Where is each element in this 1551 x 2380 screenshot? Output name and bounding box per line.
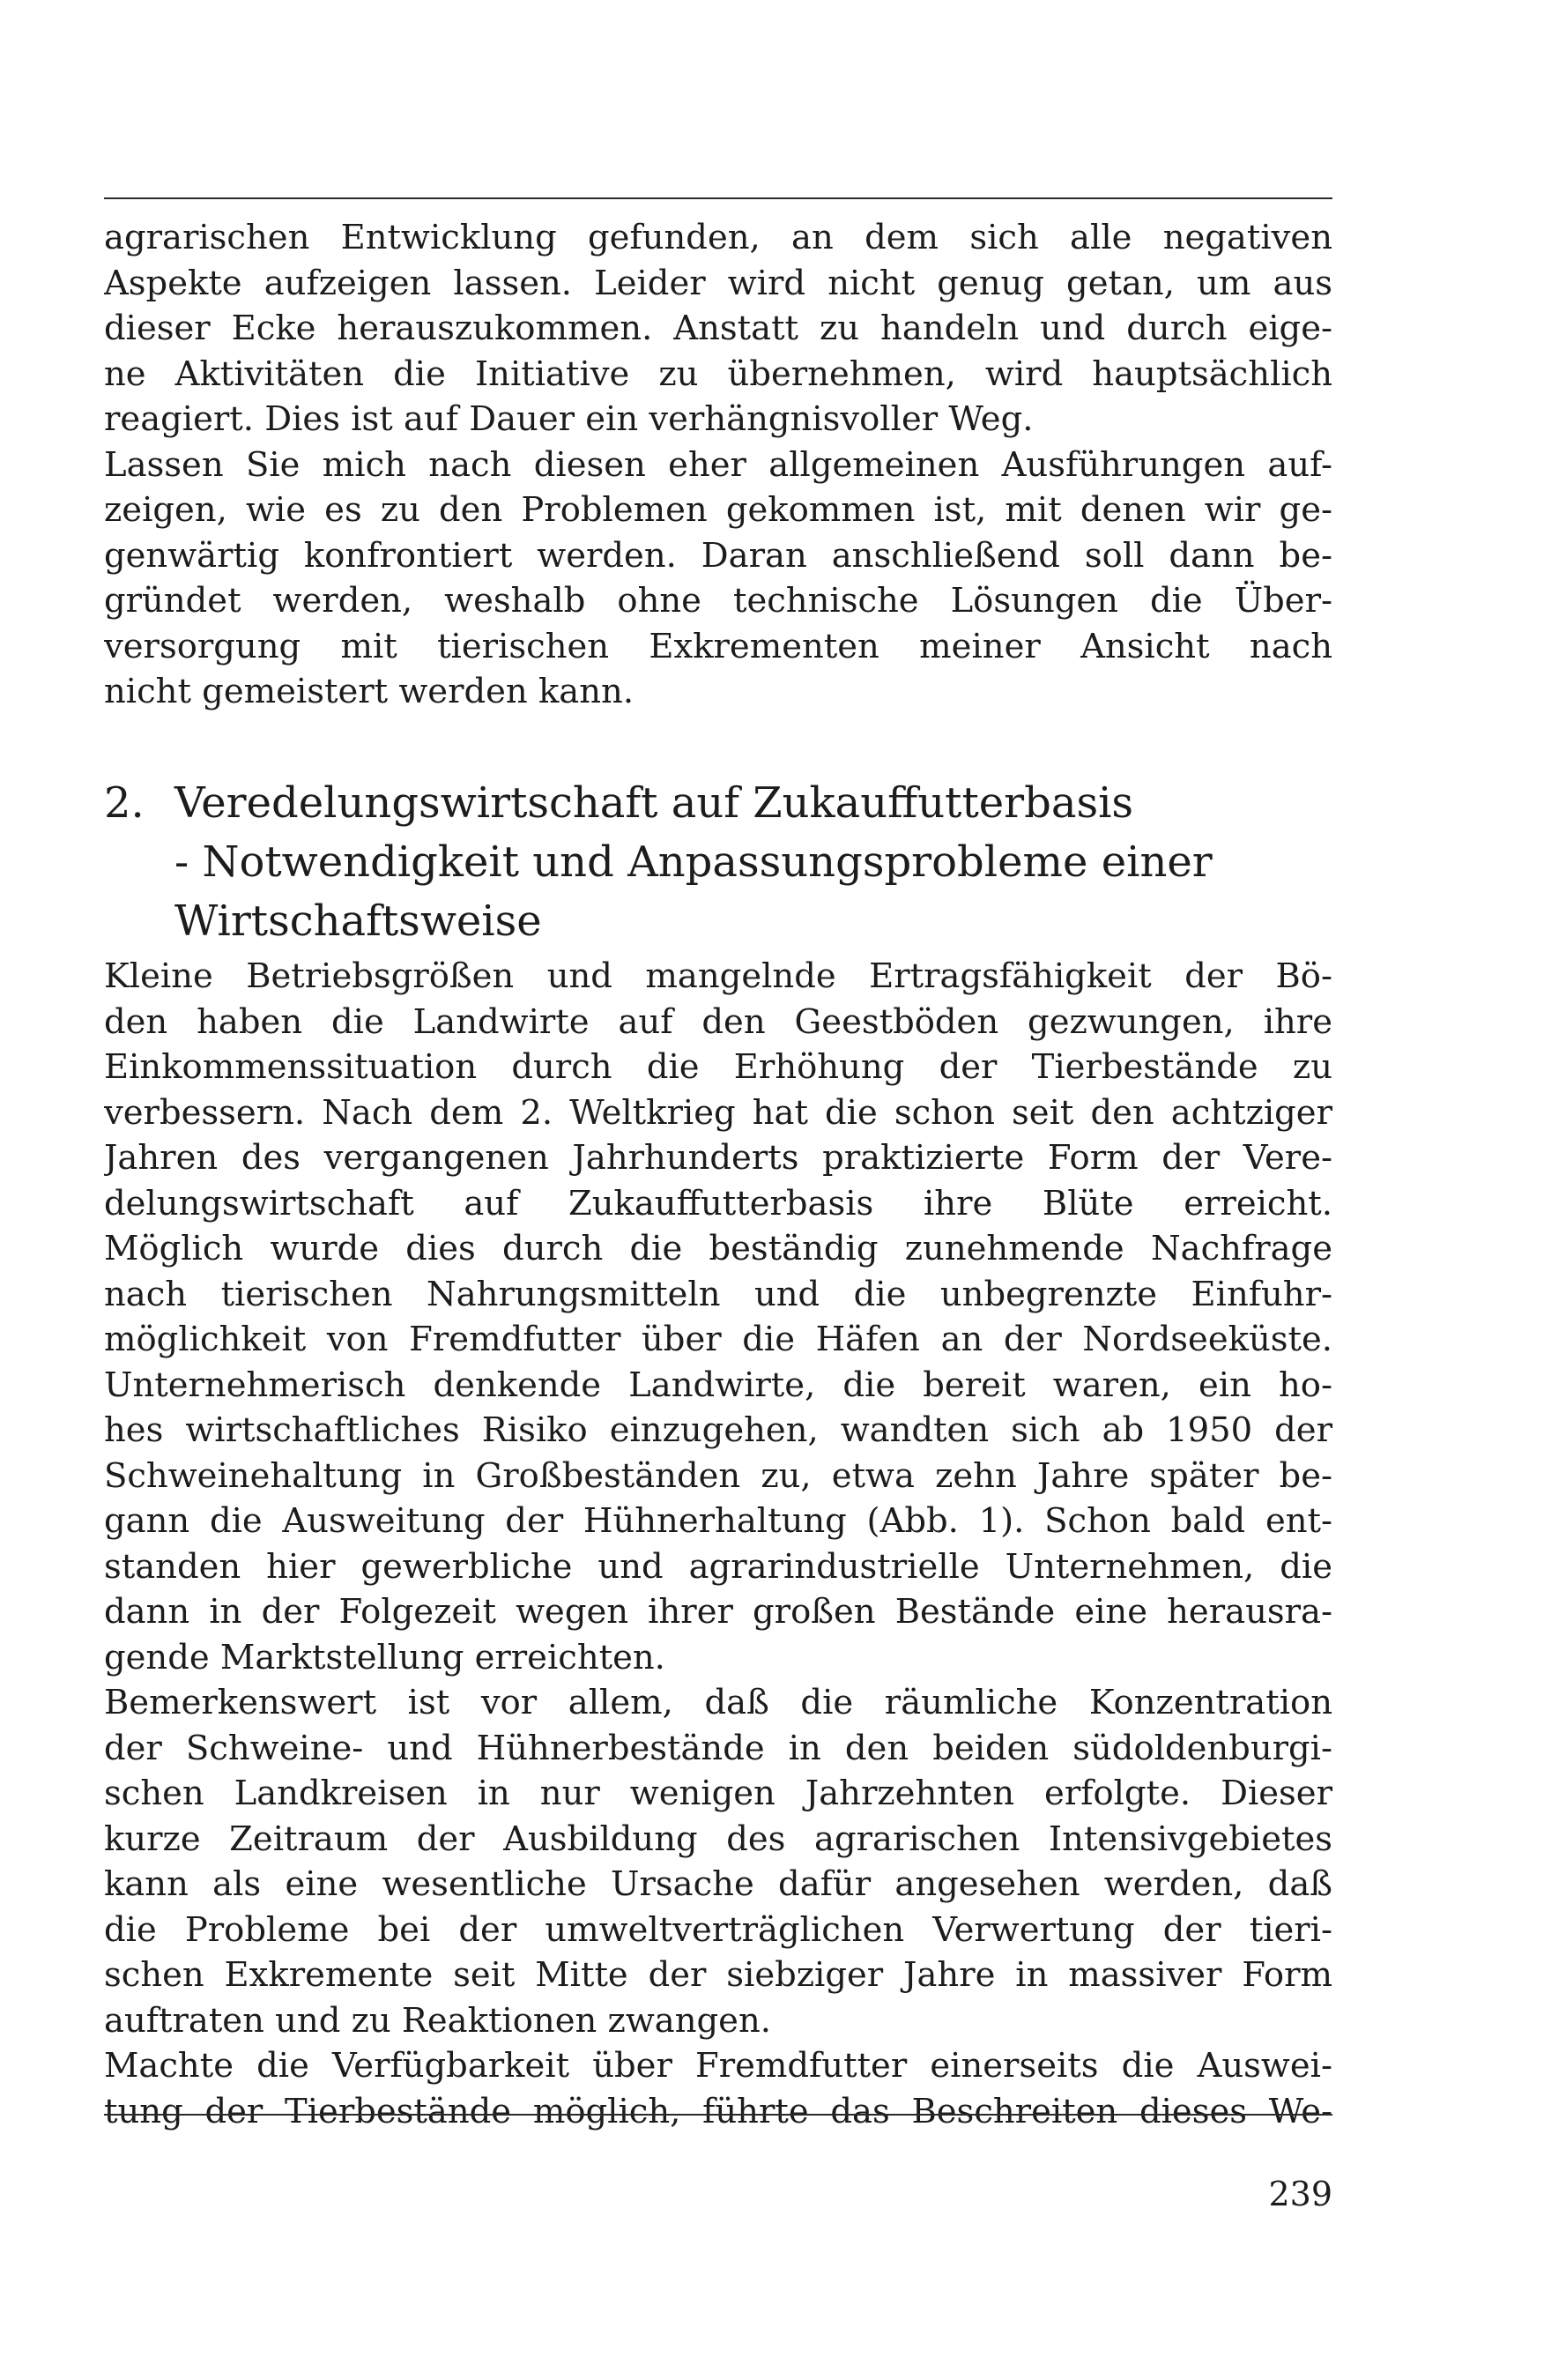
intro-paragraphs	[104, 215, 1332, 715]
text-line: Kleine Betriebsgrößen und mangelnde Ertragsfähigkeit der Bö-	[104, 956, 1332, 996]
section-heading	[104, 774, 1332, 951]
text-line: schen Exkremente seit Mitte der siebziger Jahre in massiver Form	[104, 1955, 1332, 1995]
section-title-line: - Notwendigkeit und Anpassungsprobleme einer	[174, 837, 1213, 887]
text-line: agrarischen Entwicklung gefunden, an dem sich alle negativen	[104, 218, 1332, 257]
text-line: den haben die Landwirte auf den Geestböden gezwungen, ihre	[104, 1001, 1332, 1042]
section-title-line: Veredelungswirtschaft auf Zukauffutterbasis	[174, 778, 1134, 828]
text-line: nicht gemeistert werden kann.	[104, 672, 634, 711]
text-line: versorgung mit tierischen Exkrementen meiner Ansicht nach	[104, 626, 1332, 666]
text-line: standen hier gewerbliche und agrarindustrielle Unternehmen, die	[104, 1546, 1332, 1587]
text-line: Machte die Verfügbarkeit über Fremdfutter einerseits die Auswei-	[104, 2046, 1332, 2086]
text-line: der Schweine- und Hühnerbestände in den beiden südoldenburgi-	[104, 1728, 1332, 1768]
text-line: reagiert. Dies ist auf Dauer ein verhängnisvoller Weg.	[104, 399, 1034, 439]
text-line: dieser Ecke herauszukommen. Anstatt zu handeln und durch eige-	[104, 309, 1332, 348]
text-line: gann die Ausweitung der Hühnerhaltung (Abb. 1). Schon bald ent-	[104, 1501, 1332, 1541]
text-line: gründet werden, weshalb ohne technische Lösungen die Über-	[104, 581, 1332, 621]
text-line: kann als eine wesentliche Ursache dafür angesehen werden, daß	[104, 1864, 1332, 1904]
text-line: Einkommenssituation durch die Erhöhung der Tierbestände zu	[104, 1047, 1332, 1087]
text-line: gende Marktstellung erreichten.	[104, 1637, 665, 1677]
text-line: hes wirtschaftliches Risiko einzugehen, wandten sich ab 1950 der	[104, 1410, 1332, 1450]
text-line: Bemerkenswert ist vor allem, daß die räumliche Konzentration	[104, 1683, 1332, 1722]
text-line: delungswirtschaft auf Zukauffutterbasis ihre Blüte erreicht.	[104, 1183, 1332, 1223]
text-line: Schweinehaltung in Großbeständen zu, etwa zehn Jahre später be-	[104, 1455, 1332, 1496]
text-line: Möglich wurde dies durch die beständig zunehmende Nachfrage	[104, 1229, 1332, 1268]
text-line: verbessern. Nach dem 2. Weltkrieg hat die schon seit den achtziger	[104, 1092, 1332, 1133]
text-line: schen Landkreisen in nur wenigen Jahrzehnten erfolgte. Dieser	[104, 1774, 1332, 1813]
text-line: Lassen Sie mich nach diesen eher allgemeinen Ausführungen auf-	[104, 444, 1332, 485]
text-line: ne Aktivitäten die Initiative zu übernehmen, wird hauptsächlich	[104, 353, 1332, 394]
section-title-line: Wirtschaftsweise	[174, 896, 542, 946]
text-line: Unternehmerisch denkende Landwirte, die bereit waren, ein ho-	[104, 1365, 1332, 1405]
text-line: möglichkeit von Fremdfutter über die Häfen an der Nordseeküste.	[104, 1320, 1332, 1359]
top-rule	[104, 197, 1332, 199]
text-line: kurze Zeitraum der Ausbildung des agrarischen Intensivgebietes	[104, 1818, 1332, 1859]
text-line: Jahren des vergangenen Jahrhunderts praktizierte Form der Vere-	[104, 1138, 1332, 1178]
bottom-rule	[104, 2114, 1332, 2116]
text-line: genwärtig konfrontiert werden. Daran anschließend soll dann be-	[104, 535, 1332, 576]
section-number: 2.	[104, 778, 145, 828]
text-line: tung der Tierbestände möglich, führte das Beschreiten dieses We-	[104, 2091, 1332, 2131]
text-line: zeigen, wie es zu den Problemen gekommen ist, mit denen wir ge-	[104, 490, 1332, 530]
text-line: Aspekte aufzeigen lassen. Leider wird nicht genug getan, um aus	[104, 263, 1332, 303]
text-line: die Probleme bei der umweltverträglichen Verwertung der tieri-	[104, 1909, 1332, 1950]
section-body	[104, 954, 1332, 2134]
text-line: auftraten und zu Reaktionen zwangen.	[104, 2000, 771, 2041]
text-line: dann in der Folgezeit wegen ihrer großen Bestände eine herausra-	[104, 1592, 1332, 1632]
page-number: 239	[1268, 2175, 1332, 2213]
text-line: nach tierischen Nahrungsmitteln und die unbegrenzte Einfuhr-	[104, 1274, 1332, 1314]
